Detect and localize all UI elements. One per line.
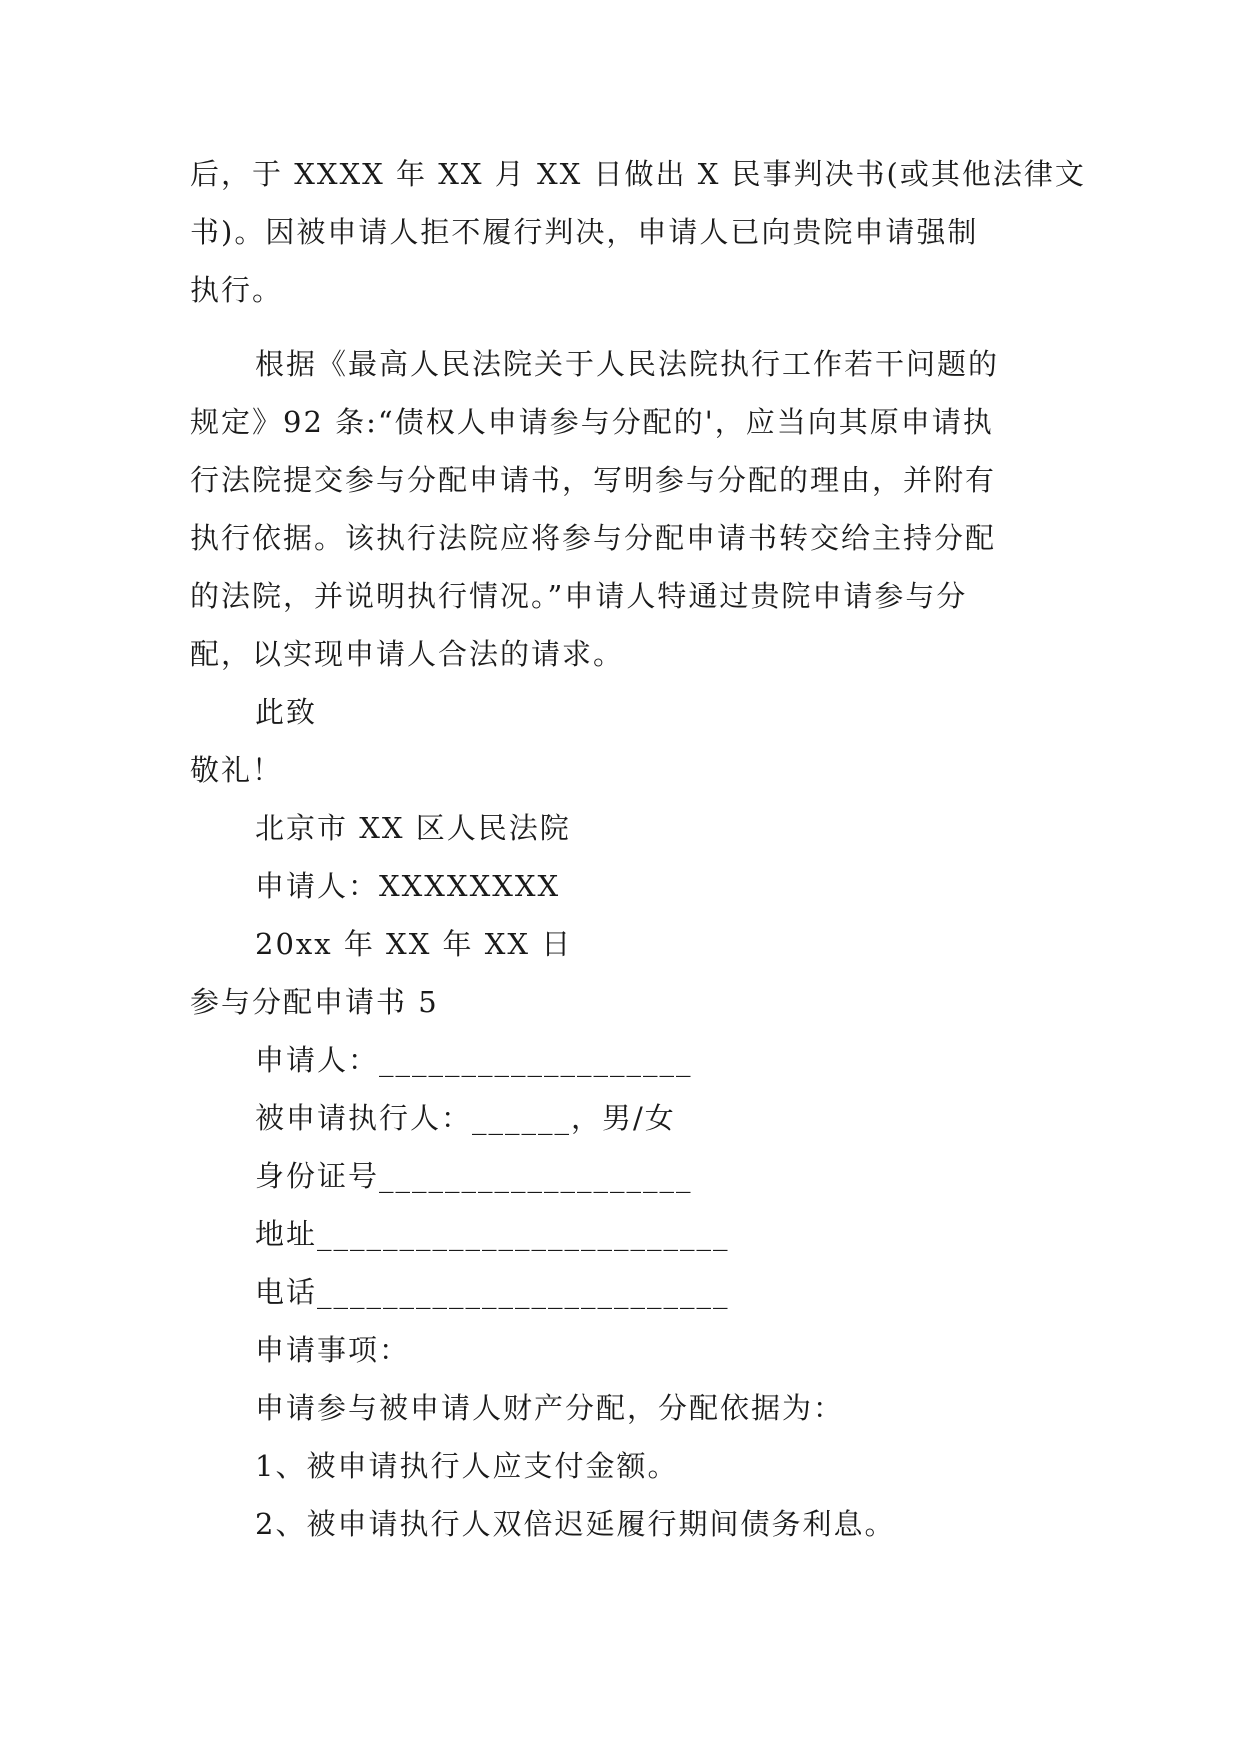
form-field-id-number: 身份证号___________________ bbox=[255, 1159, 693, 1193]
paragraph-line: 书)。因被申请人拒不履行判决，申请人已向贵院申请强制 bbox=[190, 215, 979, 249]
paragraph-line: 执行。 bbox=[190, 273, 284, 307]
form-field-applicant: 申请人：___________________ bbox=[255, 1043, 693, 1077]
request-heading: 申请事项： bbox=[255, 1333, 411, 1367]
closing-line: 此致 bbox=[255, 695, 318, 729]
applicant-signature: 申请人：XXXXXXXX bbox=[255, 869, 561, 903]
paragraph-line: 根据《最高人民法院关于人民法院执行工作若干问题的 bbox=[255, 347, 1000, 381]
request-text: 申请参与被申请人财产分配，分配依据为： bbox=[255, 1391, 845, 1425]
paragraph-line: 配，以实现申请人合法的请求。 bbox=[190, 637, 625, 671]
request-item: 1、被申请执行人应支付金额。 bbox=[255, 1449, 679, 1483]
paragraph-line: 规定》92 条:“债权人申请参与分配的'，应当向其原申请执 bbox=[190, 405, 994, 439]
paragraph-line: 后，于 XXXX 年 XX 月 XX 日做出 X 民事判决书(或其他法律文 bbox=[190, 157, 1086, 191]
section-title: 参与分配申请书 5 bbox=[190, 985, 439, 1019]
request-item: 2、被申请执行人双倍迟延履行期间债务利息。 bbox=[255, 1507, 896, 1541]
paragraph-line: 执行依据。该执行法院应将参与分配申请书转交给主持分配 bbox=[190, 521, 997, 555]
paragraph-line: 行法院提交参与分配申请书，写明参与分配的理由，并附有 bbox=[190, 463, 997, 497]
form-field-address: 地址_________________________ bbox=[255, 1217, 730, 1251]
form-field-respondent: 被申请执行人：______，男/女 bbox=[255, 1101, 676, 1135]
paragraph-line: 的法院，并说明执行情况。”申请人特通过贵院申请参与分 bbox=[190, 579, 968, 613]
form-field-phone: 电话_________________________ bbox=[255, 1275, 730, 1309]
date-line: 20xx 年 XX 年 XX 日 bbox=[255, 927, 573, 961]
closing-line: 敬礼！ bbox=[190, 753, 284, 787]
recipient-court: 北京市 XX 区人民法院 bbox=[255, 811, 571, 845]
